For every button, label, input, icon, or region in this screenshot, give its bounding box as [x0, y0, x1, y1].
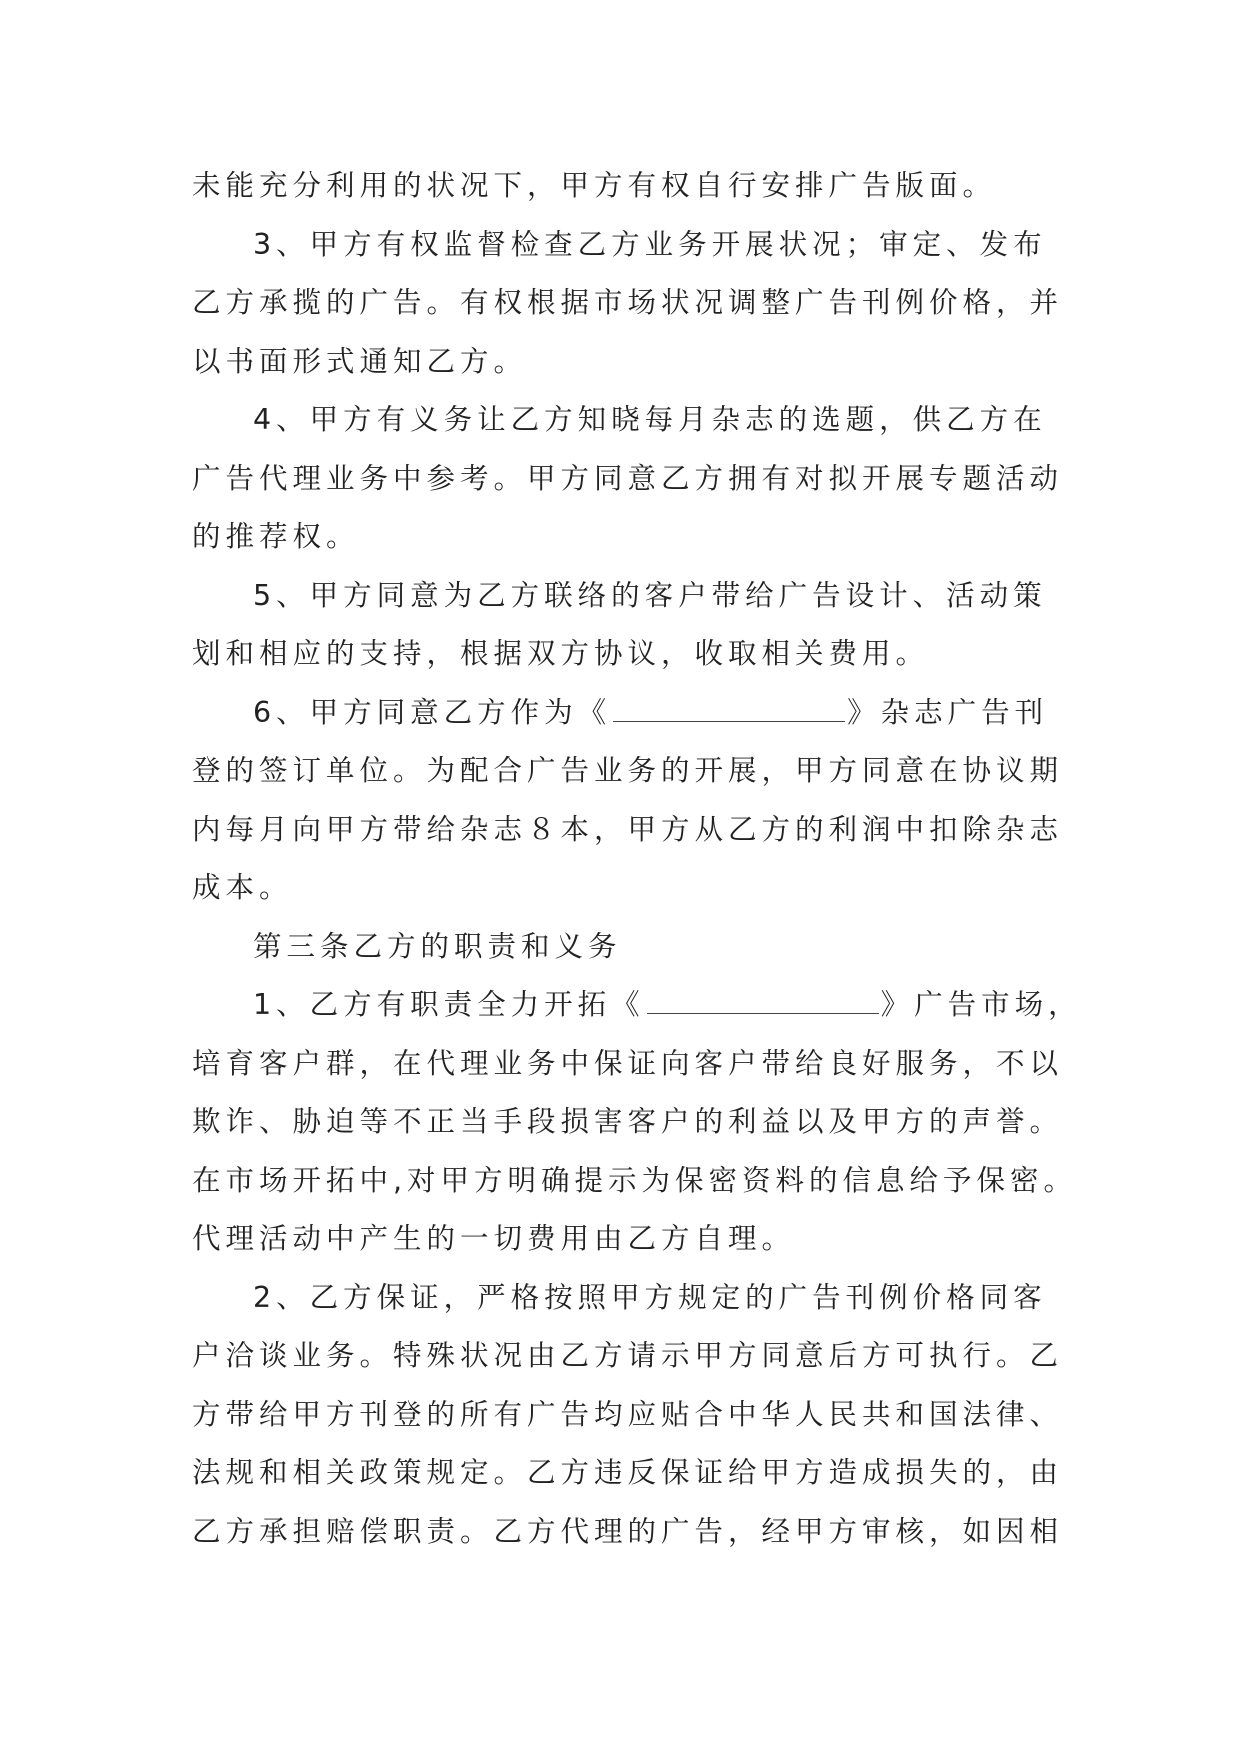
text-line: 培育客户群，在代理业务中保证向客户带给良好服务，不以 [192, 1046, 1064, 1080]
text-line: 户洽谈业务。特殊状况由乙方请示甲方同意后方可执行。乙 [192, 1339, 1064, 1372]
text-line: 成本。 [192, 871, 293, 904]
text-line: 在市场开拓中,对甲方明确提示为保密资料的信息给予保密。 [192, 1163, 1078, 1197]
text-line: 以书面形式通知乙方。 [192, 344, 528, 378]
text-line: 乙方承担赔偿职责。乙方代理的广告，经甲方审核，如因相 [192, 1514, 1064, 1548]
text-line: 4、甲方有义务让乙方知晓每月杂志的选题，供乙方在 [253, 403, 1047, 436]
text-segment: 》广告市场， [880, 988, 1082, 1021]
text-segment: 1、乙方有职责全力开拓《 [253, 988, 645, 1021]
text-line: 3、甲方有权监督检查乙方业务开展状况；审定、发布 [253, 227, 1047, 261]
text-line: 2、乙方保证，严格按照甲方规定的广告刊例价格同客 [253, 1280, 1047, 1314]
fill-in-blank [613, 699, 845, 722]
fill-in-blank [647, 991, 879, 1014]
document-body [192, 157, 1082, 1561]
text-line-with-blank [192, 976, 1082, 1035]
text-line-with-blank [192, 684, 1072, 743]
text-segment: 》杂志广告刊 [847, 695, 1049, 729]
text-line: 方带给甲方刊登的所有广告均应贴合中华人民共和国法律、 [192, 1397, 1064, 1431]
text-segment: 6、甲方同意乙方作为《 [253, 695, 612, 729]
text-line: 乙方承揽的广告。有权根据市场状况调整广告刊例价格，并 [192, 286, 1064, 319]
text-line: 未能充分利用的状况下，甲方有权自行安排广告版面。 [192, 169, 997, 202]
section-heading: 第三条乙方的职责和义务 [253, 929, 622, 963]
text-line: 代理活动中产生的一切费用由乙方自理。 [192, 1222, 796, 1255]
text-line: 广告代理业务中参考。甲方同意乙方拥有对拟开展专题活动 [192, 461, 1064, 495]
text-line: 法规和相关政策规定。乙方违反保证给甲方造成损失的，由 [192, 1456, 1064, 1489]
text-line: 欺诈、胁迫等不正当手段损害客户的利益以及甲方的声誉。 [192, 1105, 1064, 1138]
text-line: 登的签订单位。为配合广告业务的开展，甲方同意在协议期 [192, 754, 1064, 787]
text-line: 的推荐权。 [192, 520, 360, 553]
text-line: 5、甲方同意为乙方联络的客户带给广告设计、活动策 [253, 578, 1047, 612]
text-line: 划和相应的支持，根据双方协议，收取相关费用。 [192, 637, 930, 670]
text-line: 内每月向甲方带给杂志８本，甲方从乙方的利润中扣除杂志 [192, 812, 1064, 846]
